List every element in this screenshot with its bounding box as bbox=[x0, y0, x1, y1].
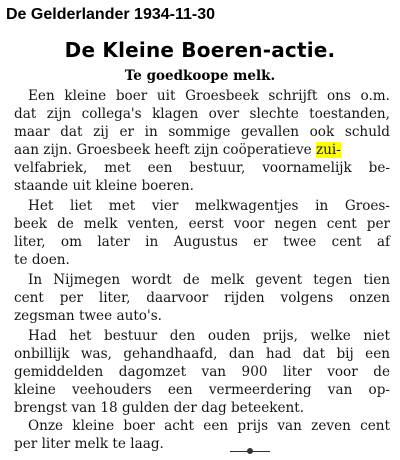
article-line: staande uit kleine boeren. bbox=[14, 178, 195, 194]
article-line: per liter melk te laag. bbox=[14, 436, 164, 452]
source-line: De Gelderlander 1934-11-30 bbox=[6, 6, 216, 23]
article-line: dat zijn collega's klagen over slechte toestanden, bbox=[14, 106, 390, 122]
article-line: beek de melk venten, eerst voor negen cent per bbox=[14, 216, 390, 232]
article-line: onbillijk was, gehandhaafd, dan had dat bij een bbox=[14, 346, 390, 362]
article-line: maar dat zij er in sommige gevallen ook schuld bbox=[14, 124, 390, 140]
subheadline: Te goedkoope melk. bbox=[124, 68, 276, 84]
article-text: aan zijn. Groesbeek heeft zijn coöperatieve bbox=[14, 142, 317, 158]
article-line: liter, om later in Augustus er twee cent af bbox=[14, 234, 390, 250]
article-line: cent per liter, daarvoor rijden volgens onzen bbox=[14, 290, 390, 306]
article-line: brengst van 18 gulden der dag beteekent. bbox=[14, 400, 305, 416]
highlighted-word: zui- bbox=[316, 142, 341, 158]
article-line: kleine veehouders een vermeerdering van op- bbox=[14, 382, 390, 398]
article-line: gemiddelden dagomzet van 900 liter voor de bbox=[14, 364, 390, 380]
article-line: Een kleine boer uit Groesbeek schrijft ons o.m. bbox=[28, 88, 390, 104]
article-line: Onze kleine boer acht een prijs van zeven cent bbox=[28, 418, 390, 434]
article-line: te doen. bbox=[14, 252, 70, 268]
article-line: Het liet met vier melkwagentjes in Groes- bbox=[28, 198, 390, 214]
headline: De Kleine Boeren-actie. bbox=[64, 38, 336, 62]
article-line: velfabriek, met een bestuur, voornamelijk be- bbox=[14, 160, 390, 176]
article-line bbox=[14, 142, 390, 159]
article-line: In Nijmegen wordt de melk gevent tegen tien bbox=[28, 272, 390, 288]
article-line: zegsman twee auto's. bbox=[14, 308, 163, 324]
end-separator-dot bbox=[247, 448, 253, 454]
article-line: Had het bestuur den ouden prijs, welke niet bbox=[28, 328, 390, 344]
